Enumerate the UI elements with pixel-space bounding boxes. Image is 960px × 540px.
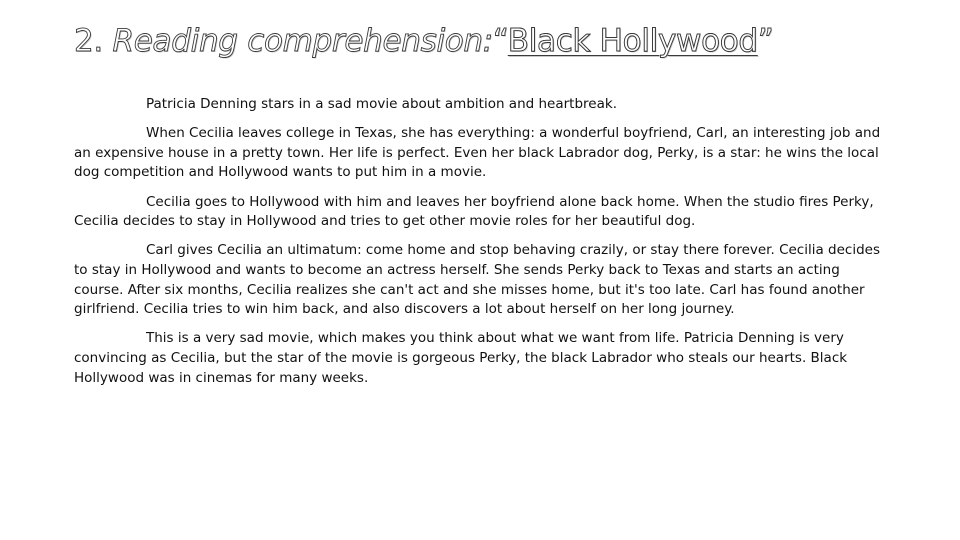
paragraph-intro: Patricia Denning stars in a sad movie about ambition and heartbreak. <box>146 96 617 112</box>
title-lead: Reading comprehension: <box>112 23 493 59</box>
paragraph-ultimatum: Carl gives Cecilia an ultimatum: come home and stop behaving crazily, or stay there forever. Cecilia decides to stay in Hollywood and wants to become an actress herself. She sends Perky back to Texas and starts an acting course. After six months, Cecilia realizes she can't act and she misses home, but it's too late. Carl has found another girlfriend. Cecilia tries to win him back, and also discovers a lot about herself on her long journey. <box>74 242 881 318</box>
paragraph-hollywood: Cecilia goes to Hollywood with him and leaves her boyfriend alone back home. When the studio fires Perky, Cecilia decides to stay in Hollywood and tries to get other movie roles for her beautiful dog. <box>74 193 874 230</box>
title-subtitle: Black Hollywood <box>507 23 758 59</box>
reading-text <box>74 95 892 398</box>
paragraph-college: When Cecilia leaves college in Texas, she has everything: a wonderful boyfriend, Carl, an interesting job and an expensive house in a pretty town. Her life is perfect. Even her black Labrador dog, Perky, is a star: he wins the local dog competition and Hollywood wants to put him in a movie. <box>74 125 881 181</box>
title-number: 2. <box>74 23 103 59</box>
paragraph-review: This is a very sad movie, which makes you think about what we want from life. Patricia Denning is very convincing as Cecilia, but the star of the movie is gorgeous Perky, the black Labrador who steals our hearts. Black Hollywood was in cinemas for many weeks. <box>74 330 848 386</box>
slide-title <box>74 18 774 64</box>
title-close-quote: ” <box>757 23 774 59</box>
title-open-quote: “ <box>492 23 508 59</box>
